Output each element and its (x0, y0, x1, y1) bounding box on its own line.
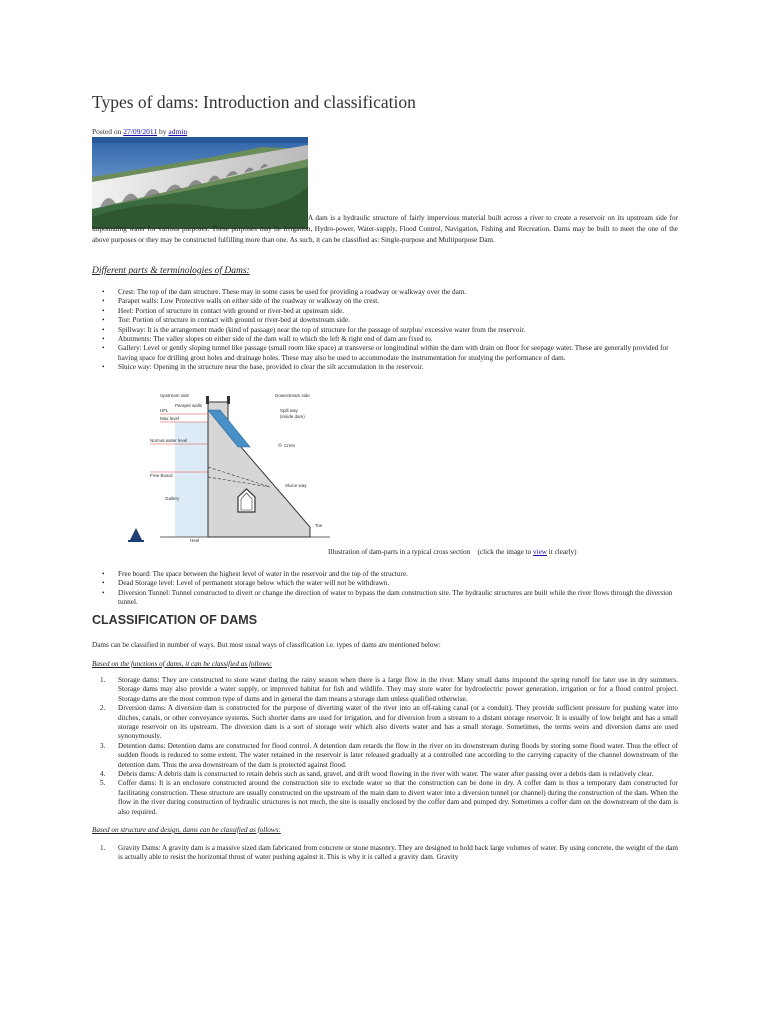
list-item: • Crest: The top of the dam structure. These may in some cases be used for providing a roadway or walkway over the dam. (102, 288, 467, 296)
structure-list (92, 844, 678, 863)
diagram-label-parapet: Parapet walls (175, 403, 203, 408)
bullet-icon: • (102, 306, 105, 315)
diagram-label-upstream: Upstream side (160, 393, 190, 398)
diagram-label-toe: Toe (315, 523, 323, 528)
list-item: 5. Coffer dams: It is an enclosure constructed around the construction site to exclude water so that the construction can be done in dry. A coffer dam is thus a temporary dam constructed for facilitating construction. These structure are usually constructed on the upstream of the main dam to divert water into a diversion tunnel (or channel) during the construction of the dam. When the flow in the river during construction of hydraulic structures is not much, the site is usually enclosed by the coffer dam and pumped dry. Sometimes a coffer dam on the downstream of the dam is also required. (100, 779, 678, 816)
list-item: • Toe: Portion of structure in contact with ground or river-bed at downstream side. (102, 316, 350, 325)
list-item: • Parapet walls: Low Protective walls on either side of the roadway or walkway on the crest. (102, 297, 380, 306)
list-item: • Diversion Tunnel: Tunnel constructed to divert or change the direction of water to bypass the dam construction site. The hydraulic structures are built while the river flows through the diversion tunnel. (102, 588, 673, 607)
view-diagram-link[interactable]: view (533, 548, 547, 556)
list-item: • Gallery: Level or gently sloping tunnel like passage (small room like space) at transverse or longitudinal within the dam with drain on floor for seepage water. These are generally provided for having space for drilling grout holes and drainage holes. These may also be used to accommodate the instrumentation for studying the performance of dam. (102, 344, 669, 362)
diagram-label-free-board: Free Board (150, 473, 173, 478)
classification-intro: Dams can be classified in number of ways. But most usual ways of classification i.e. types of dams are mentioned below: (92, 641, 441, 649)
dam-cross-section-diagram[interactable] (120, 392, 370, 547)
parts-list-continued (92, 570, 678, 608)
diagram-label-max-level: Max level (160, 416, 180, 421)
diagram-label-gallery: Gallery (165, 496, 180, 501)
posted-on-label: Posted on (92, 127, 122, 136)
post-meta (92, 127, 187, 136)
list-item: 1. Storage dams: They are constructed to store water during the rainy season when there is a large flow in the river. Many small dams impound the spring runoff for later use in dry summers. Storage dams may also provide a water supply, or improved habitat for fish and wildlife. They may store water for hydroelectric power generation, irrigation or for a flood control project. Storage dams are the most common type of dams and in general the dam means a storage dam unless qualified otherwise. (100, 676, 678, 703)
diagram-label-downstream: Downstream side (275, 393, 310, 398)
bullet-icon: • (102, 316, 105, 325)
intro-paragraph (92, 213, 678, 247)
diagram-label-crest: Crest (284, 443, 295, 448)
list-item: • Free board: The space between the highest level of water in the reservoir and the top of the structure. (102, 570, 408, 578)
bullet-icon: • (102, 325, 105, 334)
intro-text: A dam is a hydraulic structure of fairly impervious material built across a river to create a reservoir on its upstream side for impounding water for various purposes. These purposes may be Irrigation, Hydro-power, Water-supply, Flood Control, Navigation, Fishing and Recreation. Dams may be built to meet the one of the above purposes or they may be constructed fulfilling more than one. As such, it can be classified as: Single-purpose and Multipurpose Dam. (92, 214, 678, 245)
bullet-icon: • (102, 570, 105, 578)
diagram-label-heel: Heel (190, 538, 200, 543)
structure-heading: Based on structure and design, dams can be classified as follows: (92, 826, 281, 834)
diagram-label-spillway: Spill way (280, 408, 298, 413)
list-item: • Heel: Portion of structure in contact with ground or river-bed at upstream side. (102, 306, 344, 315)
list-item: 3. Detention dams: Detention dams are constructed for flood control. A detention dam retards the flow in the river on its downstream during floods by storing some flood water. Thus the effect of sudden floods is reduced to some extent. The water retained in the reservoir is later released gradually at a controlled rate according to the carrying capacity of the channel downstream of the detention dam. Thus the area downstream of the dam is protected against flood. (100, 741, 678, 769)
functions-list (92, 676, 678, 817)
page-title: Types of dams: Introduction and classification (92, 92, 416, 112)
list-item: 4. Debris dams: A debris dam is constructed to retain debris such as sand, gravel, and drift wood flowing in the river with water. The water after passing over a debris dam is relatively clear. (100, 770, 654, 779)
post-date-link[interactable]: 27/09/2011 (123, 127, 158, 136)
diagram-label-normal-level: Normal water level (150, 438, 188, 443)
parts-list (92, 288, 678, 373)
author-link[interactable]: admin (168, 127, 188, 136)
diagram-label-hfl: HFL (160, 408, 169, 413)
by-label: by (159, 127, 167, 136)
diagram-caption: Illustration of dam-parts in a typical cross section (click the image to view it clearly) (328, 548, 577, 556)
bullet-icon: • (102, 579, 105, 588)
diagram-label-inside-dam: (inside dam) (280, 414, 305, 419)
bullet-icon: • (102, 363, 105, 372)
list-item: • Spillway: It is the arrangement made (kind of passage) near the top of structure for the passage of surplus/ excessive water from the reservoir. (102, 325, 526, 334)
list-item: 2. Diversion dams: A diversion dam is constructed for the purpose of diverting water of the river into an off-taking canal (or a conduit). They provide sufficient pressure for pushing water into ditches, canals, or other conveyance systems. Such shorter dams are used for irrigation, and for diversion from a stream to a distant storage reservoir. It is usually of low height and has a small storage reservoir on its upstream. The diversion dam is a sort of storage weir which also diverts water and has a small storage. Sometimes, the terms weirs and diversion dams are used synonymously. (100, 704, 678, 741)
parts-heading: Different parts & terminologies of Dams: (92, 266, 250, 276)
list-item: • Sluice way: Opening in the structure near the base, provided to clear the silt accumulation in the reservoir. (102, 363, 424, 372)
bullet-icon: • (102, 344, 105, 353)
bullet-icon: • (102, 335, 105, 344)
list-item: • Abutments: The valley slopes on either side of the dam wall to which the left & right end of dam are fixed to. (102, 335, 433, 344)
bullet-icon: • (102, 588, 105, 597)
bullet-icon: • (102, 288, 105, 296)
bullet-icon: • (102, 297, 105, 306)
list-item: • Dead Storage level: Level of permanent storage below which the water will not be withdrawn. (102, 579, 390, 588)
diagram-label-sluice: Sluice way (285, 483, 307, 488)
list-item: 1. Gravity Dams: A gravity dam is a massive sized dam fabricated from concrete or stone masonry. They are designed to hold back large volumes of water. By using concrete, the weight of the dam is actually able to resist the horizontal thrust of water pushing against it. This is why it is called a gravity dam. Gravity (100, 844, 678, 862)
classification-heading: CLASSIFICATION OF DAMS (92, 613, 258, 627)
functions-heading: Based on the functions of dams, it can be classified as follows: (92, 660, 273, 668)
